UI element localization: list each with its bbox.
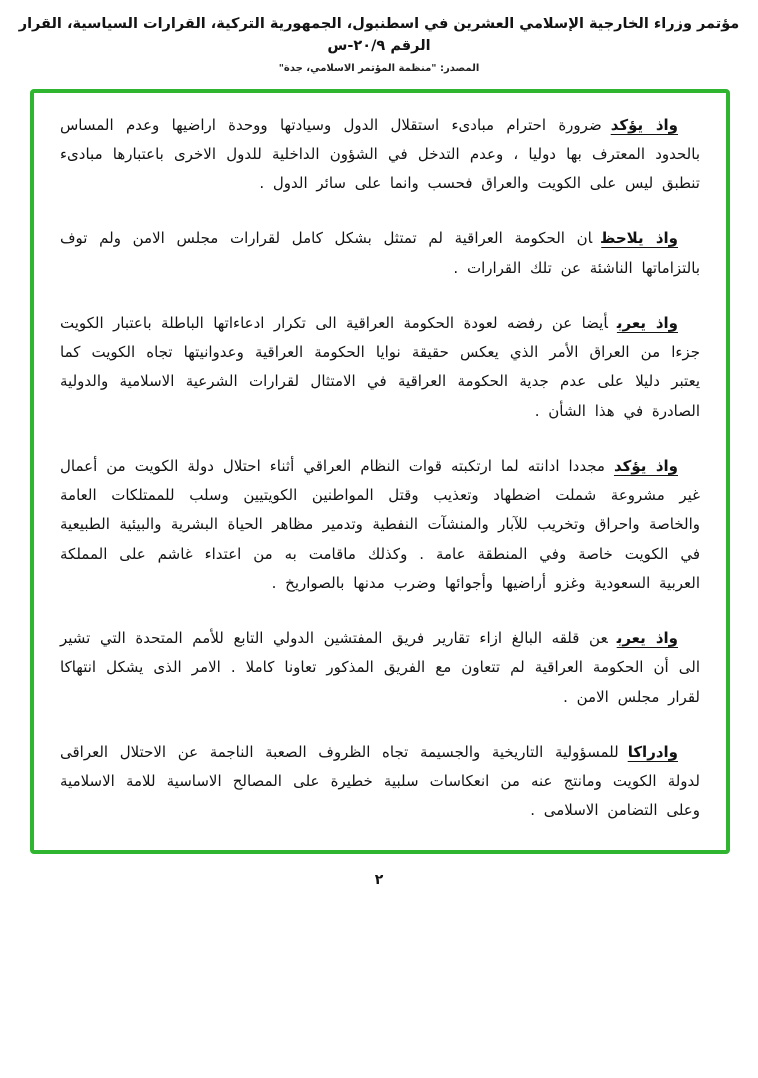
paragraph [60, 111, 700, 199]
paragraph-text: أيضا عن رفضه لعودة الحكومة العراقية الى تكرار ادعاءاتها الباطلة باعتبار الكويت جزءا من العراق الأمر الذي يعكس حقيقة نوايا الحكومة العراقية وعدوانيتها تجاه الكويت كما يعتبر دليلا على عدم جدية الحكومة العراقية في الامتثال لقرارات الشرعية الاسلامية والدولية الصادرة في هذا الشأن . [60, 313, 700, 420]
paragraph [60, 452, 700, 598]
paragraph-text: عن قلقه البالغ ازاء تقارير فريق المفتشين الدولي التابع للأمم المتحدة التي تشير الى أن الحكومة العراقية لم تتعاون مع الفريق المذكور تعاونا كاملا . الامر الذى يشكل انتهاكا لقرار مجلس الامن . [60, 629, 700, 706]
paragraph-lead: واذ يلاحظ [601, 229, 678, 248]
paragraph-lead: واذ يعرب [616, 313, 678, 332]
paragraph-lead: واذ يؤكد [613, 456, 678, 475]
page-number: ٢ [374, 871, 384, 888]
paragraph-lead: واذ يؤكد [610, 115, 679, 134]
paragraph [60, 224, 700, 283]
paragraph [60, 309, 700, 426]
paragraph-text: ان الحكومة العراقية لم تمتثل بشكل كامل لقرارات مجلس الامن ولم توف بالتزاماتها الناشئة عن تلك القرارات . [60, 229, 700, 277]
document-source-line: المصدر: "منظمة المؤتمر الاسلامي، جدة" [278, 62, 480, 74]
resolution-body-box [30, 89, 730, 854]
document-title: مؤتمر وزراء الخارجية الإسلامي العشرين في اسطنبول، الجمهورية التركية، القرارات السياسية، القرار الرقم ٢٠/٩-س [18, 16, 740, 54]
paragraph [60, 738, 700, 826]
paragraph [60, 624, 700, 712]
paragraph-text: للمسؤولية التاريخية والجسيمة تجاه الظروف الصعبة الناجمة عن الاحتلال العراقى لدولة الكويت ومانتج عنه من انعكاسات سلبية خطيرة على المصالح الاساسية للامة الاسلامية وعلى التضامن الاسلامى . [60, 742, 700, 820]
document-header [0, 10, 758, 74]
paragraph-lead: واذ يعرب [616, 629, 678, 647]
paragraph-lead: وادراكا [627, 742, 678, 761]
paragraph-text: ضرورة احترام مبادىء استقلال الدول وسيادتها ووحدة اراضيها وعدم المساس بالحدود المعترف بها دوليا ، وعدم التدخل في الشؤون الداخلية للدول الاخرى باعتبارها مبادىء تنطبق ليس على الكويت والعراق فحسب وانما على سائر الدول . [60, 115, 700, 192]
paragraph-text: مجددا ادانته لما ارتكبته قوات النظام العراقي أثناء احتلال دولة الكويت من أعمال غير مشروعة شملت اضطهاد وتعذيب وقتل المواطنين الكويتيين وسلب للممتلكات العامة والخاصة واحراق وتخريب للآبار والمنشآت النفطية وتدمير مظاهر الحياة البشرية والبيئية الطبيعية في الكويت خاصة وفي المنطقة عامة . وكذلك ماقامت به من اعتداء غاشم على المملكة العربية السعودية وغزو أراضيها وأجوائها وضرب مدنها بالصواريخ . [60, 456, 700, 592]
